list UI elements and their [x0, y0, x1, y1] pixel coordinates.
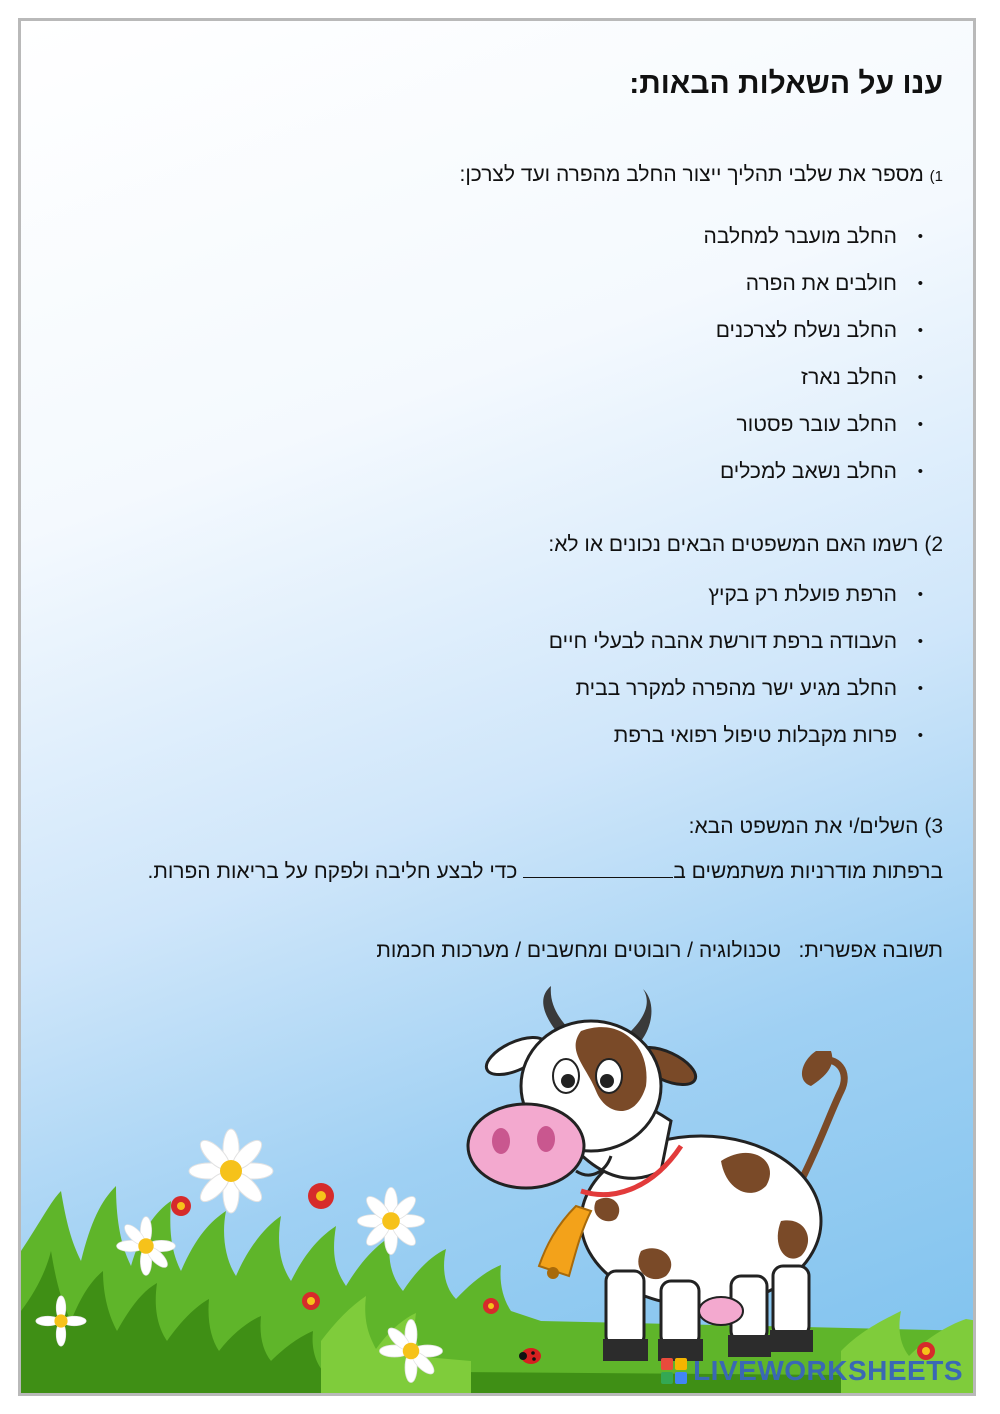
list-item: • החלב נשאב למכלים	[704, 448, 923, 495]
question-2	[548, 533, 943, 557]
watermark-text: LIVEWORKSHEETS	[693, 1355, 963, 1386]
list-item: • החלב מגיע ישר מהפרה למקרר בבית	[549, 665, 923, 712]
list-item: • פרות מקבלות טיפול רפואי ברפת	[549, 712, 923, 759]
question-1-number: 1)	[929, 168, 943, 185]
list-item: • החלב מועבר למחלבה	[704, 213, 923, 260]
possible-answer	[376, 939, 943, 963]
question-3-number: 3)	[924, 815, 943, 838]
answer-blank[interactable]	[523, 859, 673, 878]
answer-text: טכנולוגיה / רובוטים ומחשבים / מערכות חכמות	[376, 939, 781, 962]
sentence-start: ברפתות מודרניות משתמשים ב	[673, 860, 943, 883]
list-item: • החלב נשלח לצרכנים	[704, 307, 923, 354]
question-2-text: רשמו האם המשפטים הבאים נכונים או לא:	[548, 533, 919, 556]
question-1-list	[704, 213, 923, 495]
question-1	[460, 163, 943, 187]
worksheet-page	[18, 18, 976, 1396]
page-title: ענו על השאלות הבאות:	[629, 67, 943, 100]
sentence-end: כדי לבצע חליבה ולפקח על בריאות הפרות.	[147, 860, 524, 883]
list-item: • החלב עובר פסטור	[704, 401, 923, 448]
question-3	[689, 815, 943, 839]
list-item: • החלב נארז	[704, 354, 923, 401]
liveworksheets-logo-icon	[661, 1358, 687, 1384]
question-1-text: מספר את שלבי תהליך ייצור החלב מהפרה ועד לצרכן:	[459, 163, 924, 186]
question-2-list	[549, 571, 923, 759]
liveworksheets-watermark	[661, 1355, 963, 1387]
answer-label: תשובה אפשרית:	[798, 939, 943, 962]
question-3-text: השלים/י את המשפט הבא:	[688, 815, 919, 838]
list-item: • הרפת פועלת רק בקיץ	[549, 571, 923, 618]
fill-in-sentence	[103, 855, 943, 889]
question-2-number: 2)	[924, 533, 943, 556]
cow-illustration	[468, 986, 844, 1361]
list-item: • העבודה ברפת דורשת אהבה לבעלי חיים	[549, 618, 923, 665]
list-item: • חולבים את הפרה	[704, 260, 923, 307]
